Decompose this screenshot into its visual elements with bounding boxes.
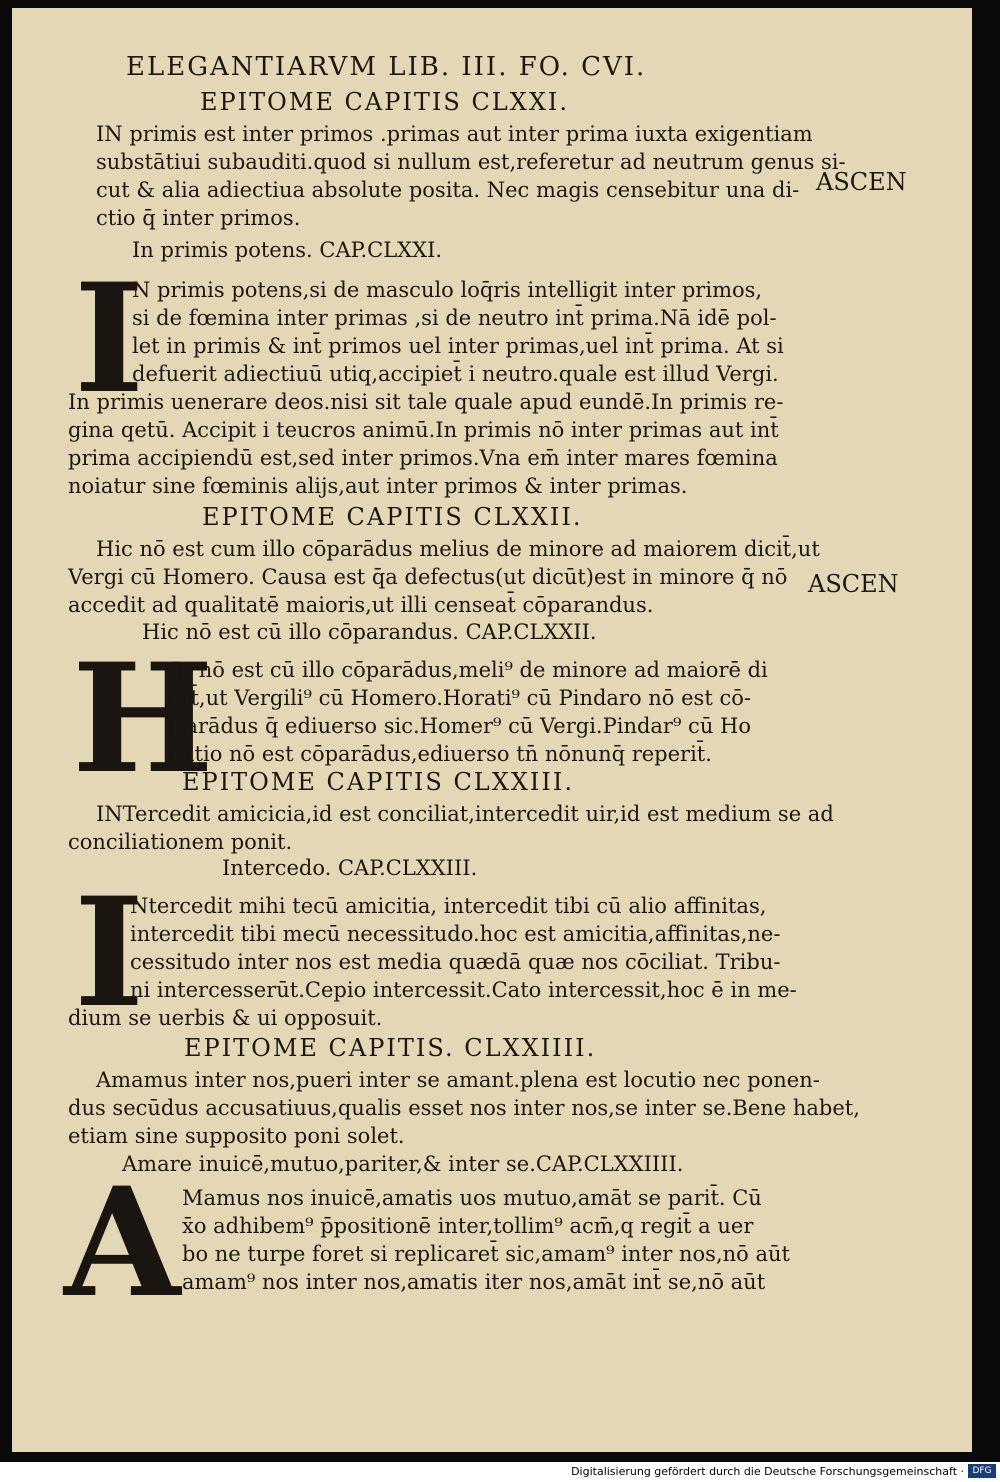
body-line: In primis uenerare deos.nisi sit tale quale apud eundē.In primis re-: [68, 390, 784, 414]
chapter-heading: In primis potens. CAP.CLXXI.: [132, 238, 443, 262]
drop-cap: I: [74, 251, 145, 427]
body-line: Ic nō est cū illo cōparādus,meli⁹ de minore ad maiorē di: [172, 658, 768, 682]
body-line: x̄o adhibem⁹ p̄positionē inter,tollim⁹ acm̄,q regit̄ a uer: [182, 1214, 754, 1238]
epitome-line: INTercedit amicicia,id est conciliat,intercedit uir,id est medium se ad: [96, 802, 834, 826]
body-line: bo ne turpe foret si replicaret̄ sic,amam⁹ inter nos,nō aūt: [182, 1242, 790, 1266]
body-line: parādus q̄ ediuerso sic.Homer⁹ cū Vergi.Pindar⁹ cū Ho: [172, 714, 751, 738]
epitome-line: cut & alia adiectiua absolute posita. Nec magis censebitur una di-: [96, 178, 800, 202]
chapter-heading: Hic nō est cū illo cōparandus. CAP.CLXXII.: [142, 620, 597, 644]
margin-note: ASCEN: [816, 168, 907, 196]
drop-cap: I: [74, 865, 145, 1041]
epitome-line: etiam sine supposito poni solet.: [68, 1124, 405, 1148]
epitome-line: substātiui subauditi.quod si nullum est,referetur ad neutrum genus si-: [96, 150, 846, 174]
epitome-line: accedit ad qualitatē maioris,ut illi censeat̄ cōparandus.: [68, 593, 654, 617]
body-line: N primis potens,si de masculo loq̄ris intelligit inter primos,: [132, 278, 763, 302]
dfg-logo-icon: DFG: [968, 1464, 996, 1478]
body-line: dium se uerbis & ui opposuit.: [68, 1006, 383, 1030]
epitome-line: dus secūdus accusatiuus,qualis esset nos inter nos,se inter se.Bene habet,: [68, 1096, 860, 1120]
body-line: cessitudo inter nos est media quædā quæ nos cōciliat. Tribu-: [130, 950, 781, 974]
body-line: ni intercesserūt.Cepio intercessit.Cato intercessit,hoc ē in me-: [130, 978, 797, 1002]
digitization-footer: [0, 1462, 1000, 1482]
body-line: Mamus nos inuicē,amatis uos mutuo,amāt se parit̄. Cū: [182, 1186, 762, 1210]
body-line: ratio nō est cōparādus,ediuerso tn̄ nōnunq̄ reperit̄.: [172, 742, 712, 766]
epitome-heading: EPITOME CAPITIS. CLXXIIII.: [184, 1034, 597, 1062]
epitome-heading: EPITOME CAPITIS CLXXI.: [200, 88, 570, 116]
body-line: intercedit tibi mecū necessitudo.hoc est amicitia,affinitas,ne-: [130, 922, 781, 946]
body-line: defuerit adiectiuū utiq,accipiet̄ i neutro.quale est illud Vergi.: [132, 362, 779, 386]
book-page: [12, 8, 972, 1452]
chapter-heading: Amare inuicē,mutuo,pariter,& inter se.CAP.CLXXIIII.: [122, 1152, 684, 1176]
body-line: si de fœmina inter primas ,si de neutro int̄ prima.Nā idē pol-: [132, 306, 777, 330]
body-line: Ntercedit mihi tecū amicitia, intercedit tibi cū alio affinitas,: [130, 894, 767, 918]
epitome-heading: EPITOME CAPITIS CLXXIII.: [182, 768, 574, 796]
epitome-line: ctio q̄ inter primos.: [96, 206, 301, 230]
epitome-line: conciliationem ponit.: [68, 830, 293, 854]
body-line: gina qetū. Accipit i teucros animū.In primis nō inter primas aut int̄: [68, 418, 779, 442]
body-line: let in primis & int̄ primos uel inter primas,uel int̄ prima. At si: [132, 334, 784, 358]
running-head: ELEGANTIARVM LIB. III. FO. CVI.: [126, 52, 647, 82]
body-line: cit̄,ut Vergili⁹ cū Homero.Horati⁹ cū Pindaro nō est cō-: [172, 686, 751, 710]
epitome-line: Hic nō est cum illo cōparādus melius de minore ad maiorem dicit̄,ut: [96, 537, 820, 561]
drop-cap: A: [64, 1155, 181, 1331]
drop-cap: H: [72, 631, 214, 807]
chapter-heading: Intercedo. CAP.CLXXIII.: [222, 856, 478, 880]
epitome-line: IN primis est inter primos .primas aut inter prima iuxta exigentiam: [96, 122, 813, 146]
body-line: noiatur sine fœminis alijs,aut inter primos & inter primas.: [68, 474, 688, 498]
epitome-heading: EPITOME CAPITIS CLXXII.: [202, 503, 583, 531]
body-line: amam⁹ nos inter nos,amatis iter nos,amāt int̄ se,nō aūt: [182, 1270, 766, 1294]
footer-credit: Digitalisierung gefördert durch die Deutsche Forschungsgemeinschaft ·: [571, 1465, 964, 1478]
margin-note: ASCEN: [808, 570, 899, 598]
epitome-line: Vergi cū Homero. Causa est q̄a defectus(ut dicūt)est in minore q̄ nō: [68, 565, 788, 589]
body-line: prima accipiendū est,sed inter primos.Vna em̄ inter mares fœmina: [68, 446, 778, 470]
epitome-line: Amamus inter nos,pueri inter se amant.plena est locutio nec ponen-: [96, 1068, 820, 1092]
